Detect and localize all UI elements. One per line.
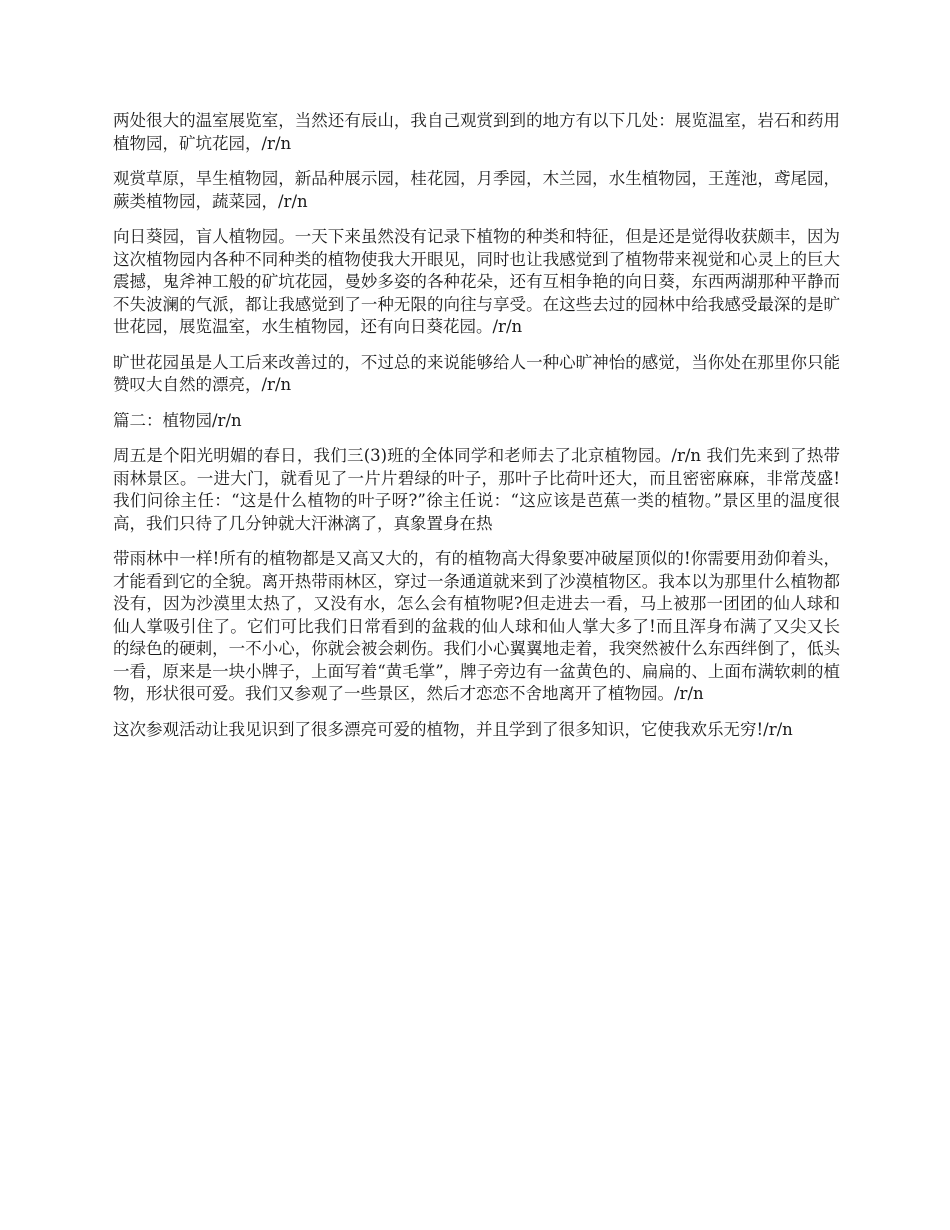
paragraph-2: 观赏草原，旱生植物园，新品种展示园，桂花园，月季园，木兰园，水生植物园，王莲池，鸢尾园，蕨类植物园，蔬菜园，/r/n xyxy=(113,169,840,211)
paragraph-6: 带雨林中一样!所有的植物都是又高又大的，有的植物高大得象要冲破屋顶似的!你需要用劲仰着头，才能看到它的全貌。离开热带雨林区，穿过一条通道就来到了沙漠植物区。我本以为那里什么植物都没有，因为沙漠里太热了，又没有水，怎么会有植物呢?但走进去一看，马上被那一团团的仙人球和仙人掌吸引住了。它们可比我们日常看到的盆栽的仙人球和仙人掌大多了!而且浑身布满了又尖又长的绿色的硬刺，一不小心，你就会被会刺伤。我们小心翼翼地走着，我突然被什么东西绊倒了，低头一看，原来是一块小牌子，上面写着“黄毛掌”，牌子旁边有一盆黄色的、扁扁的、上面布满软刺的植物，形状很可爱。我们又参观了一些景区，然后才恋恋不舍地离开了植物园。/r/n xyxy=(113,549,840,703)
paragraph-3: 向日葵园，盲人植物园。一天下来虽然没有记录下植物的种类和特征，但是还是觉得收获颇丰，因为这次植物园内各种不同种类的植物使我大开眼见，同时也让我感觉到了植物带来视觉和心灵上的巨大震撼，鬼斧神工般的矿坑花园，曼妙多姿的各种花朵，还有互相争艳的向日葵，东西两湖那种平静而不失波澜的气派，都让我感觉到了一种无限的向往与享受。在这些去过的园林中给我感受最深的是旷世花园，展览温室，水生植物园，还有向日葵花园。/r/n xyxy=(113,227,840,336)
paragraph-1: 两处很大的温室展览室，当然还有辰山，我自己观赏到到的地方有以下几处：展览温室，岩石和药用植物园，矿坑花园，/r/n xyxy=(113,111,840,153)
paragraph-5: 周五是个阳光明媚的春日，我们三(3)班的全体同学和老师去了北京植物园。/r/n 我们先来到了热带雨林景区。一进大门，就看见了一片片碧绿的叶子，那叶子比荷叶还大，而且密密麻麻，非常茂盛!我们问徐主任：“这是什么植物的叶子呀?”徐主任说：“这应该是芭蕉一类的植物。”景区里的温度很高，我们只待了几分钟就大汗淋漓了，真象置身在热 xyxy=(113,446,840,533)
document-body xyxy=(113,110,840,754)
paragraph-7: 这次参观活动让我见识到了很多漂亮可爱的植物，并且学到了很多知识，它使我欢乐无穷!/r/n xyxy=(113,719,793,739)
paragraph-4: 旷世花园虽是人工后来改善过的，不过总的来说能够给人一种心旷神怡的感觉，当你处在那里你只能赞叹大自然的漂亮，/r/n xyxy=(113,352,840,394)
section-heading: 篇二：植物园/r/n xyxy=(113,410,242,430)
